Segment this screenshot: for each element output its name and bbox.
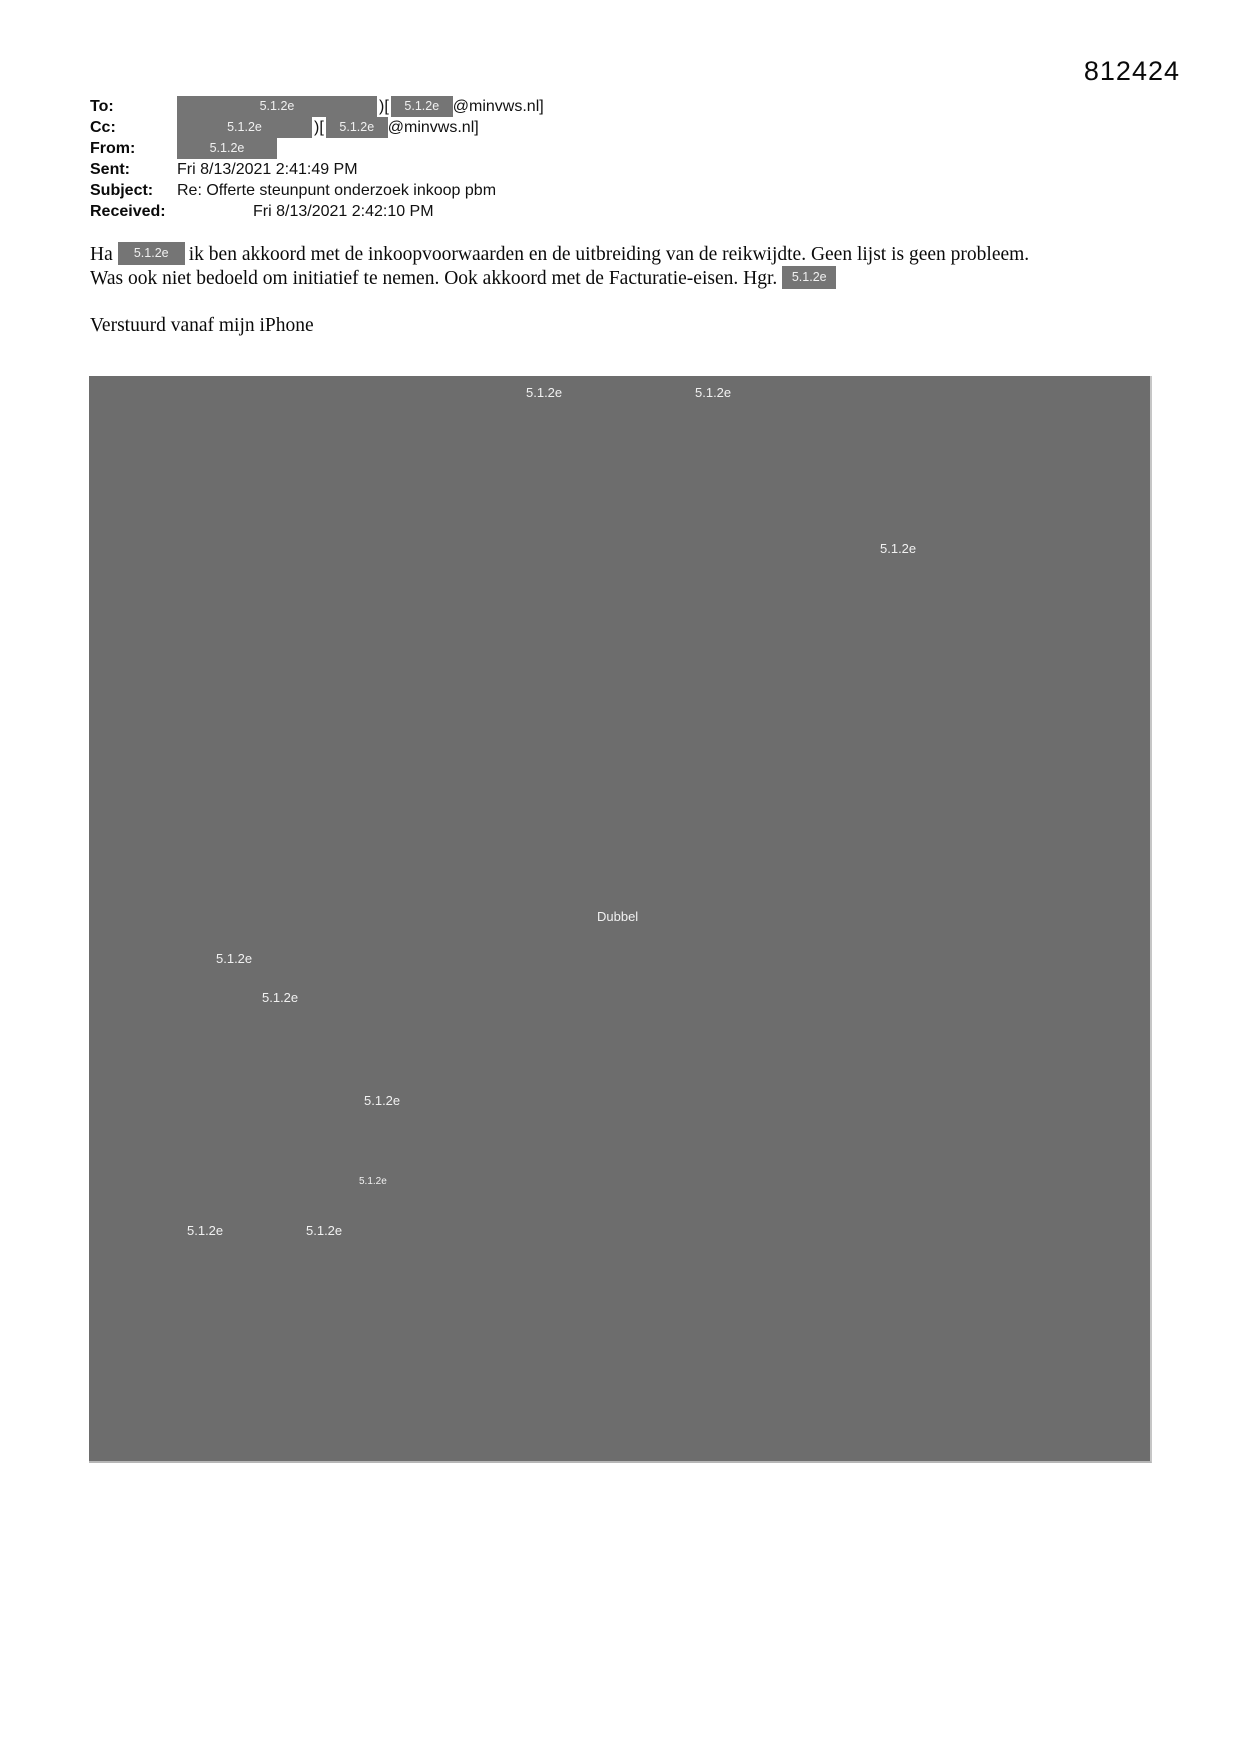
redaction-box: 5.1.2e (177, 138, 277, 159)
to-domain: @minvws.nl] (452, 98, 544, 115)
redaction-label: 5.1.2e (359, 1176, 387, 1187)
email-header (90, 96, 790, 222)
body-text: ik ben akkoord met de inkoopvoorwaarden en de uitbreiding van de reikwijdte. Geen lijst is geen probleem. (188, 244, 1030, 265)
header-row-cc (90, 117, 790, 138)
redaction-label: 5.1.2e (695, 385, 732, 400)
subject-label: Subject: (90, 182, 154, 199)
to-value (177, 96, 544, 117)
from-label: From: (90, 140, 136, 157)
cc-value (177, 117, 479, 138)
redacted-content-block (89, 376, 1152, 1463)
signature-text: Verstuurd vanaf mijn iPhone (90, 315, 314, 337)
redaction-label: 5.1.2e (262, 990, 299, 1005)
body-line-1 (90, 243, 1030, 267)
cc-label: Cc: (90, 119, 116, 136)
to-separator: )[ (379, 98, 389, 115)
header-row-subject (90, 180, 790, 201)
header-row-to (90, 96, 790, 117)
header-row-from (90, 138, 790, 159)
received-value: Fri 8/13/2021 2:42:10 PM (253, 203, 434, 220)
body-line-2 (90, 267, 1025, 291)
header-row-received (90, 201, 790, 222)
redaction-label: 5.1.2e (364, 1093, 401, 1108)
header-row-sent (90, 159, 790, 180)
from-value (177, 138, 277, 159)
redaction-box: 5.1.2e (177, 117, 312, 138)
subject-value: Re: Offerte steunpunt onderzoek inkoop pbm (177, 182, 497, 199)
received-label: Received: (90, 203, 166, 220)
redaction-label: 5.1.2e (526, 385, 563, 400)
document-number: 812424 (1083, 56, 1180, 86)
body-text: Was ook niet bedoeld om initiatief te nemen. Ook akkoord met de Facturatie-eisen. Hgr. (90, 268, 778, 290)
redaction-box: 5.1.2e (177, 96, 377, 117)
redaction-label: 5.1.2e (187, 1223, 224, 1238)
dubbel-label: Dubbel (597, 909, 639, 924)
redaction-label: 5.1.2e (216, 951, 253, 966)
redaction-box: 5.1.2e (326, 117, 388, 138)
sent-label: Sent: (90, 161, 130, 178)
sent-value: Fri 8/13/2021 2:41:49 PM (177, 161, 358, 178)
redaction-label: 5.1.2e (880, 541, 917, 556)
redaction-box: 5.1.2e (782, 266, 836, 289)
redaction-box: 5.1.2e (118, 242, 185, 265)
email-body (90, 243, 1030, 337)
to-label: To: (90, 98, 114, 115)
cc-domain: @minvws.nl] (387, 119, 479, 136)
redaction-label: 5.1.2e (306, 1223, 343, 1238)
body-text: Ha (90, 244, 113, 265)
cc-separator: )[ (314, 119, 324, 136)
redaction-box: 5.1.2e (391, 96, 453, 117)
